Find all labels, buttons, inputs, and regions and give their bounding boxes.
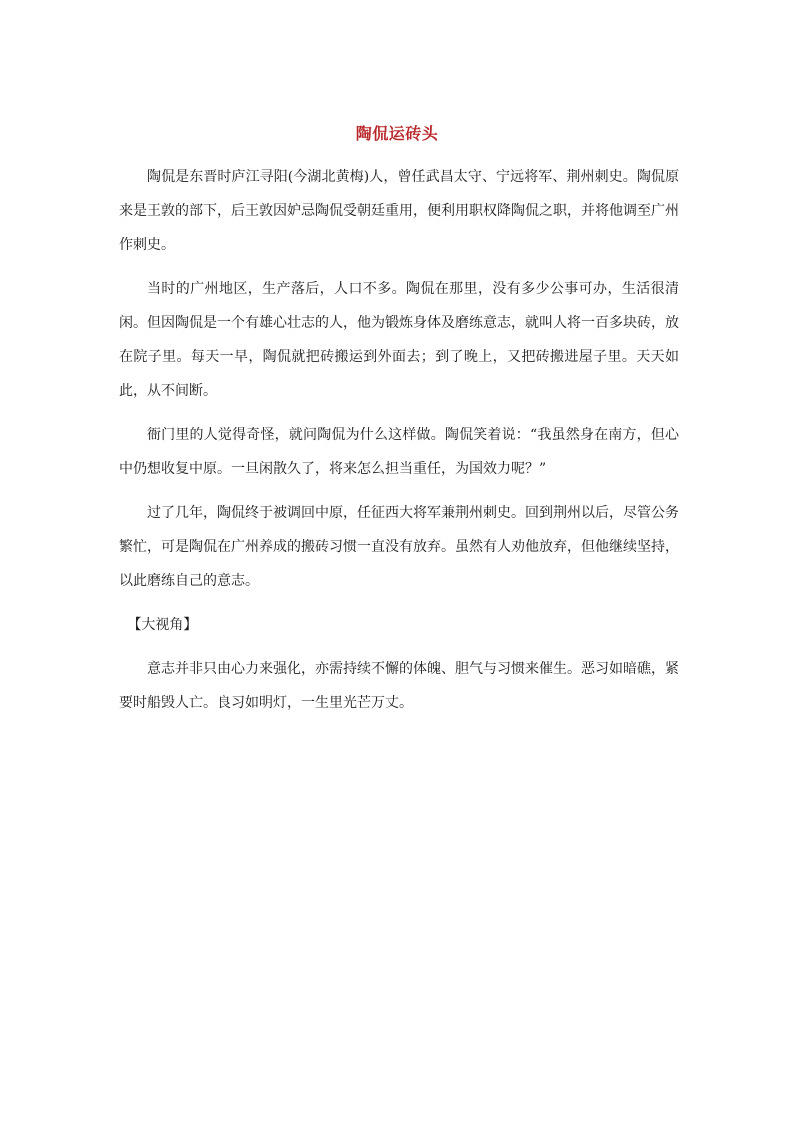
- paragraph-1: 陶侃是东晋时庐江寻阳(今湖北黄梅)人，曾任武昌太守、宁远将军、荆州刺史。陶侃原来是王敦的部下，后王敦因妒忌陶侃受朝廷重用，便利用职权降陶侃之职，并将他调至广州作刺史。: [119, 169, 679, 253]
- document-title: 陶侃运砖头: [355, 124, 439, 143]
- paragraph-2: 当时的广州地区，生产落后，人口不多。陶侃在那里，没有多少公事可办，生活很清闲。但因陶侃是一个有雄心壮志的人，他为锻炼身体及磨练意志，就叫人将一百多块砖，放在院子里。每天一早，陶侃就把砖搬运到外面去；到了晚上，又把砖搬进屋子里。天天如此，从不间断。: [119, 281, 679, 399]
- document-body: [119, 160, 679, 730]
- section-heading: 【大视角】: [127, 617, 198, 633]
- paragraph-3: 衙门里的人觉得奇怪，就问陶侃为什么这样做。陶侃笑着说：“我虽然身在南方，但心中仍想收复中原。一旦闲散久了，将来怎么担当重任，为国效力呢？”: [119, 427, 679, 477]
- paragraph-4: 过了几年，陶侃终于被调回中原，任征西大将军兼荆州刺史。回到荆州以后，尽管公务繁忙，可是陶侃在广州养成的搬砖习惯一直没有放弃。虽然有人劝他放弃，但他继续坚持，以此磨练自己的意志。: [119, 505, 679, 589]
- closing-paragraph: 意志并非只由心力来强化，亦需持续不懈的体魄、胆气与习惯来催生。恶习如暗礁，紧要时船毁人亡。良习如明灯，一生里光芒万丈。: [119, 661, 679, 711]
